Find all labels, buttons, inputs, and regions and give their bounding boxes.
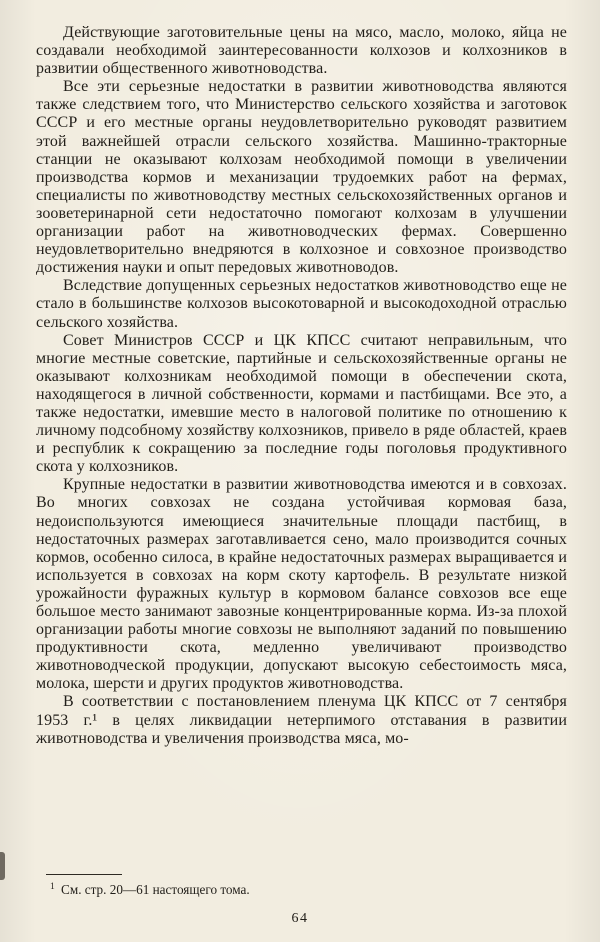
- page-body: [36, 24, 567, 748]
- paragraph: Действующие заготовительные цены на мясо, масло, молоко, яйца не создавали необходимой заинтересованности колхозов и колхозников в развитии общественного животноводства.: [36, 24, 567, 78]
- scan-edge-artifact: [0, 852, 5, 880]
- page-number: 64: [291, 911, 309, 926]
- footnote-text: [36, 882, 567, 898]
- footnote-separator: [46, 874, 122, 875]
- paragraph: В соответствии с постановлением пленума ЦК КПСС от 7 сентября 1953 г.¹ в целях ликвидации нетерпимого отставания в развитии животноводства и увеличения производства мяса, мо-: [36, 693, 567, 747]
- footnote-body: См. стр. 20—61 настоящего тома.: [61, 882, 250, 897]
- paragraph: Крупные недостатки в развитии животноводства имеются и в совхозах. Во многих совхозах не создана устойчивая кормовая база, недоиспользуются имеющиеся значительные площади пастбищ, в недостаточных размерах заготавливается сено, мало производится сочных кормов, особенно силоса, в крайне недостаточных размерах выращивается и используется в совхозах на корм скоту картофель. В результате низкой урожайности фуражных культур в кормовом балансе совхозов все еще большое место занимают завозные концентрированные корма. Из-за плохой организации работы многие совхозы не выполняют заданий по повышению продуктивности скота, медленно увеличивают производство животноводческой продукции, допускают высокую себестоимость мяса, молока, шерсти и других продуктов животноводства.: [36, 476, 567, 693]
- paragraph: Все эти серьезные недостатки в развитии животноводства являются также следствием того, что Министерство сельского хозяйства и заготовок СССР и его местные органы неудовлетворительно руководят развитием этой важнейшей отрасли сельского хозяйства. Машинно-тракторные станции не оказывают колхозам необходимой помощи в увеличении производства кормов и механизации трудоемких работ на фермах, специалисты по животноводству местных сельскохозяйственных органов и зооветеринарной сети недостаточно помогают колхозам в улучшении организации работ на животноводческих фермах. Совершенно неудовлетворительно внедряются в колхозное и совхозное производство достижения науки и опыт передовых животноводов.: [36, 78, 567, 277]
- footnote-marker: 1: [50, 881, 55, 892]
- footnote: [36, 874, 567, 898]
- paragraph: Совет Министров СССР и ЦК КПСС считают неправильным, что многие местные советские, партийные и сельскохозяйственные органы не оказывают колхозникам необходимой помощи в обеспечении скота, находящегося в личной собственности, кормами и пастбищами. Все это, а также недостатки, имевшие место в налоговой политике по отношению к личному подсобному хозяйству колхозников, привело в ряде областей, краев и республик к сокращению за последние годы поголовья продуктивного скота у колхозников.: [36, 331, 567, 476]
- paragraph: Вследствие допущенных серьезных недостатков животноводство еще не стало в большинстве колхозов высокотоварной и высокодоходной отраслью сельского хозяйства.: [36, 277, 567, 331]
